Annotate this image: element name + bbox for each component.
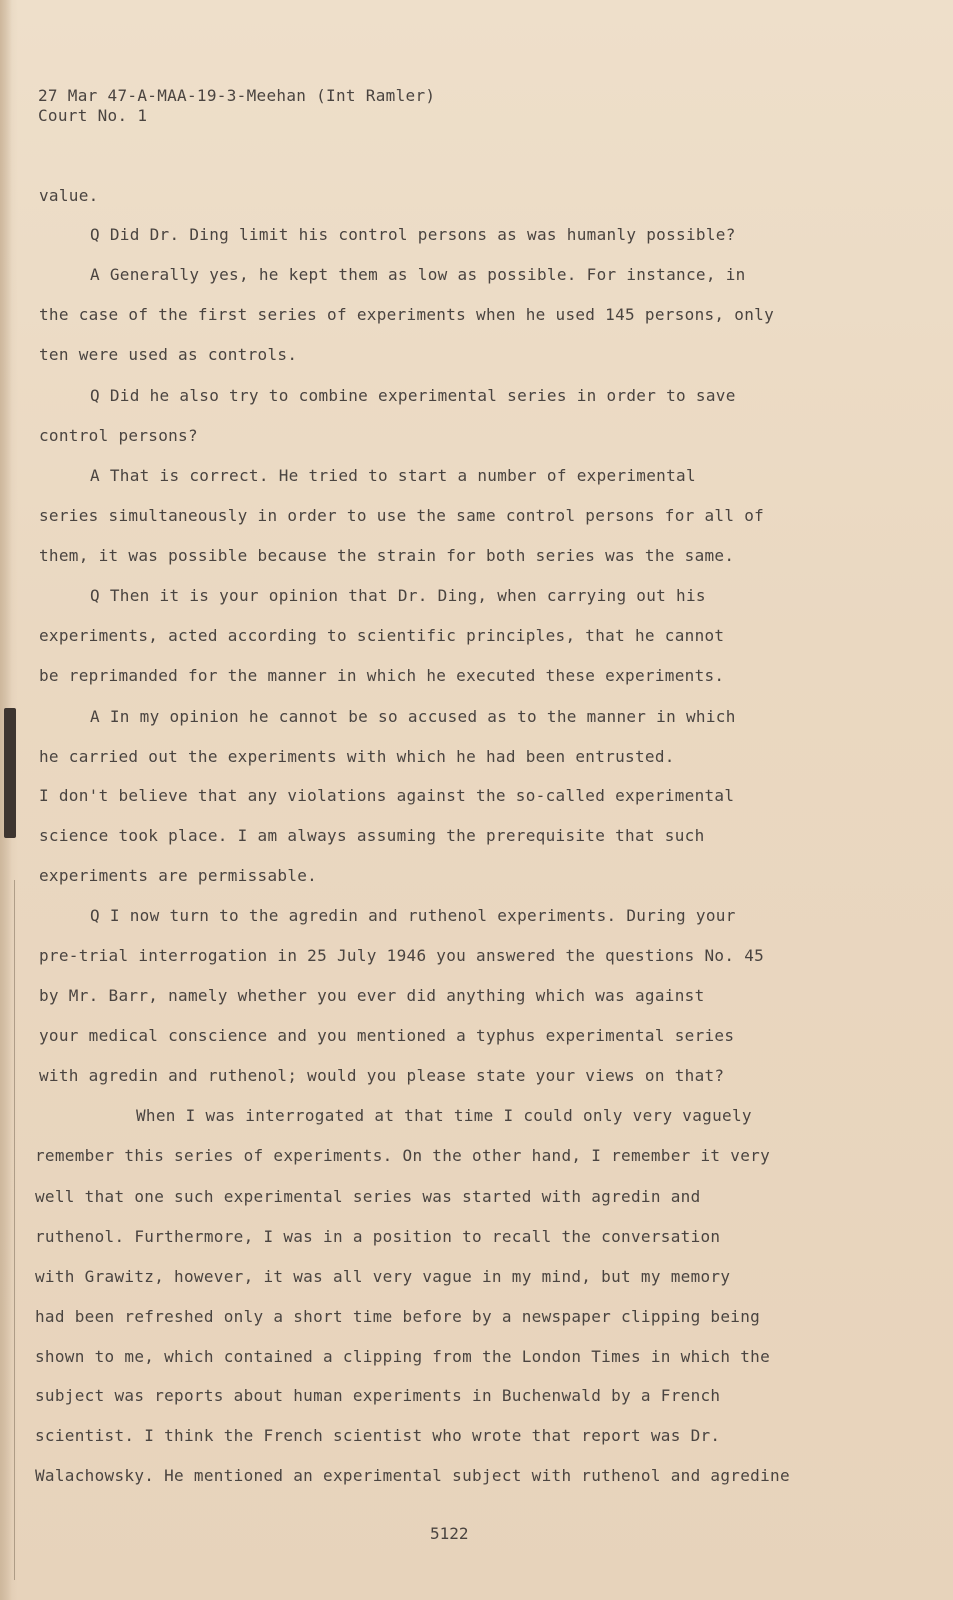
body-line: had been refreshed only a short time before by a newspaper clipping being bbox=[35, 1307, 761, 1326]
body-line: shown to me, which contained a clipping from the London Times in which the bbox=[35, 1347, 771, 1366]
binding-line bbox=[14, 880, 15, 1580]
body-line: the case of the first series of experiments when he used 145 persons, only bbox=[39, 305, 775, 324]
page-number: 5122 bbox=[430, 1524, 469, 1543]
body-line: When I was interrogated at that time I could only very vaguely bbox=[136, 1106, 752, 1125]
body-line: Q I now turn to the agredin and ruthenol experiments. During your bbox=[90, 906, 736, 925]
binding-tab-mark bbox=[4, 708, 16, 838]
body-line: experiments, acted according to scientific principles, that he cannot bbox=[39, 626, 725, 645]
body-line: Q Did Dr. Ding limit his control persons as was humanly possible? bbox=[90, 225, 736, 244]
body-line: with Grawitz, however, it was all very vague in my mind, but my memory bbox=[35, 1267, 731, 1286]
body-line: ruthenol. Furthermore, I was in a position to recall the conversation bbox=[35, 1227, 721, 1246]
body-line: be reprimanded for the manner in which he executed these experiments. bbox=[39, 666, 725, 685]
body-line: scientist. I think the French scientist who wrote that report was Dr. bbox=[35, 1426, 721, 1445]
body-line: by Mr. Barr, namely whether you ever did anything which was against bbox=[39, 986, 705, 1005]
body-line: he carried out the experiments with which he had been entrusted. bbox=[39, 747, 675, 766]
header-line-2: Court No. 1 bbox=[38, 106, 148, 125]
body-line: ten were used as controls. bbox=[39, 345, 298, 364]
body-line: with agredin and ruthenol; would you please state your views on that? bbox=[39, 1066, 725, 1085]
body-line: value. bbox=[39, 186, 99, 205]
body-line: Q Did he also try to combine experimental series in order to save bbox=[90, 386, 736, 405]
body-line: A That is correct. He tried to start a number of experimental bbox=[90, 466, 696, 485]
body-line: I don't believe that any violations against the so-called experimental bbox=[39, 786, 735, 805]
body-line: well that one such experimental series was started with agredin and bbox=[35, 1187, 701, 1206]
body-line: series simultaneously in order to use the same control persons for all of bbox=[39, 506, 765, 525]
body-line: Walachowsky. He mentioned an experimental subject with ruthenol and agredine bbox=[35, 1466, 790, 1485]
body-line: control persons? bbox=[39, 426, 198, 445]
body-line: Q Then it is your opinion that Dr. Ding, when carrying out his bbox=[90, 586, 706, 605]
body-line: subject was reports about human experiments in Buchenwald by a French bbox=[35, 1386, 721, 1405]
body-line: A Generally yes, he kept them as low as possible. For instance, in bbox=[90, 265, 746, 284]
header-line-1: 27 Mar 47-A-MAA-19-3-Meehan (Int Ramler) bbox=[38, 86, 436, 105]
body-line: pre-trial interrogation in 25 July 1946 you answered the questions No. 45 bbox=[39, 946, 765, 965]
body-line: experiments are permissable. bbox=[39, 866, 318, 885]
body-line: science took place. I am always assuming the prerequisite that such bbox=[39, 826, 705, 845]
body-line: remember this series of experiments. On the other hand, I remember it very bbox=[35, 1146, 771, 1165]
body-line: your medical conscience and you mentioned a typhus experimental series bbox=[39, 1026, 735, 1045]
body-line: them, it was possible because the strain for both series was the same. bbox=[39, 546, 735, 565]
body-line: A In my opinion he cannot be so accused as to the manner in which bbox=[90, 707, 736, 726]
